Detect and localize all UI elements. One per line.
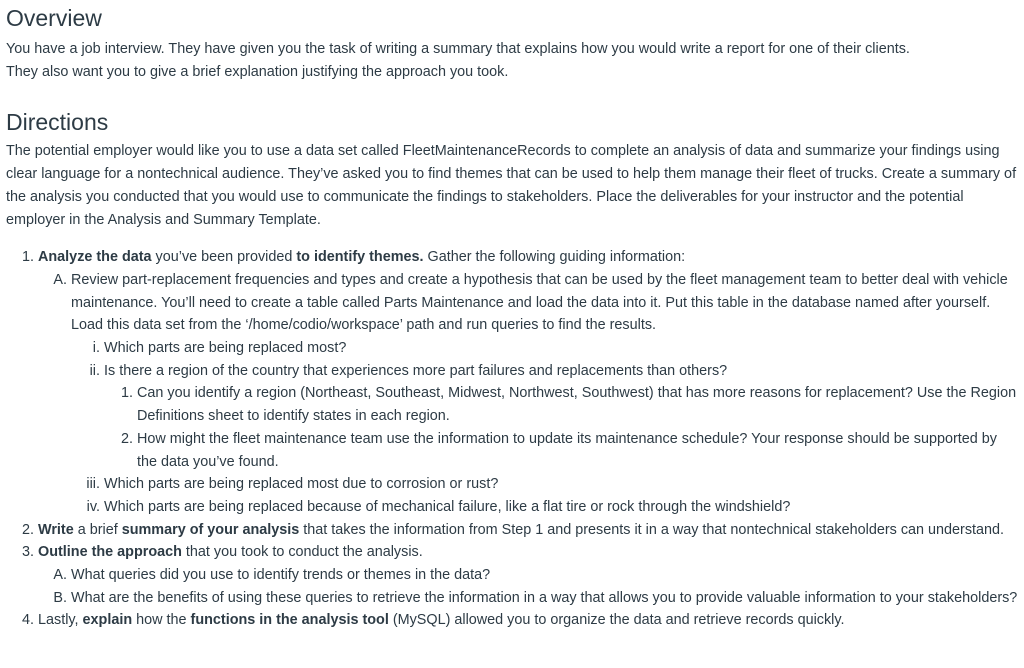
step-4-bold-2: functions in the analysis tool — [190, 612, 389, 629]
step-3 — [38, 541, 1018, 609]
step-3-bold-1: Outline the approach — [38, 544, 182, 561]
step-2-bold-2: summary of your analysis — [121, 521, 300, 538]
step-4-text-1: how the — [132, 612, 191, 629]
question-iii — [104, 473, 1018, 496]
step-4-bold-1: explain — [82, 612, 133, 629]
step-1-bold-2: to identify themes. — [296, 249, 424, 266]
step-3a — [71, 564, 1018, 587]
overview-line-1: You have a job interview. They have given you the task of writing a summary that explains how you would write a report for one of their clients. — [6, 41, 910, 57]
step-1-text-2: Gather the following guiding information: — [423, 249, 686, 266]
question-ii-sublist — [104, 382, 1018, 473]
overview-line-2: They also want you to give a brief explanation justifying the approach you took. — [6, 63, 509, 80]
step-1-bold-1: Analyze the data — [38, 249, 152, 266]
step-3-text-1: that you took to conduct the analysis. — [181, 544, 423, 561]
step-2-text-1: a brief — [73, 521, 122, 538]
question-iii-text: Which parts are being replaced most due to corrosion or rust? — [104, 476, 499, 493]
question-ii-text: Is there a region of the country that experiences more part failures and replacements than others? — [104, 362, 728, 379]
question-iv-text: Which parts are being replaced because of mechanical failure, like a flat tire or rock through the windshield? — [104, 498, 791, 515]
step-1-text-1: you’ve been provided — [151, 249, 297, 266]
question-i-text: Which parts are being replaced most? — [104, 340, 347, 357]
directions-paragraph: The potential employer would like you to use a data set called FleetMaintenanceRecords to complete an analysis of data and summarize your findings using clear language for a nontechnical audience. They’ve asked you to find themes that can be used to help them manage their fleet of trucks. Create a summary of the analysis you conducted that you would use to communicate the findings to stakeholders. Place the deliverables for your instructor and the potential employer in the Analysis and Summary Template. — [6, 143, 1017, 228]
question-ii — [104, 360, 1018, 474]
step-3a-text: What queries did you use to identify trends or themes in the data? — [71, 567, 491, 584]
step-4-text-2: (MySQL) allowed you to organize the data and retrieve records quickly. — [388, 612, 845, 629]
overview-paragraph — [6, 38, 1018, 83]
step-4-text-0: Lastly, — [38, 612, 83, 629]
step-2-text-2: that takes the information from Step 1 and presents it in a way that nontechnical stakeholders can understand. — [299, 521, 1005, 538]
question-iv — [104, 496, 1018, 519]
directions-heading: Directions — [6, 109, 109, 136]
question-ii-2-text: How might the fleet maintenance team use the information to update its maintenance schedule? Your response should be supported by the data you’ve found. — [137, 430, 997, 470]
question-ii-2 — [137, 428, 1018, 473]
step-1-sublist — [38, 269, 1018, 519]
steps-list — [6, 246, 1018, 632]
step-2-bold-1: Write — [38, 521, 74, 538]
step-3b — [71, 587, 1018, 610]
step-3-sublist — [38, 564, 1018, 609]
question-ii-1 — [137, 382, 1018, 427]
step-1a — [71, 269, 1018, 519]
step-1a-questions — [71, 337, 1018, 519]
question-ii-1-text: Can you identify a region (Northeast, Southeast, Midwest, Northwest, Southwest) that has more reasons for replacement? Use the Region Definitions sheet to identify states in each region. — [137, 385, 1017, 425]
overview-heading: Overview — [6, 5, 102, 31]
step-1 — [38, 246, 1018, 518]
question-i — [104, 337, 1018, 360]
step-2 — [38, 519, 1018, 542]
step-3b-text: What are the benefits of using these queries to retrieve the information in a way that allows you to provide valuable information to your stakeholders? — [71, 589, 1018, 606]
step-4 — [38, 609, 1018, 632]
step-1a-text: Review part-replacement frequencies and types and create a hypothesis that can be used by the fleet management team to better deal with vehicle maintenance. You’ll need to create a table called Parts Maintenance and load the data into it. Put this table in the database named after yourself. Load this data set from the ‘/home/codio/workspace’ path and run queries to find the results. — [71, 271, 1008, 334]
